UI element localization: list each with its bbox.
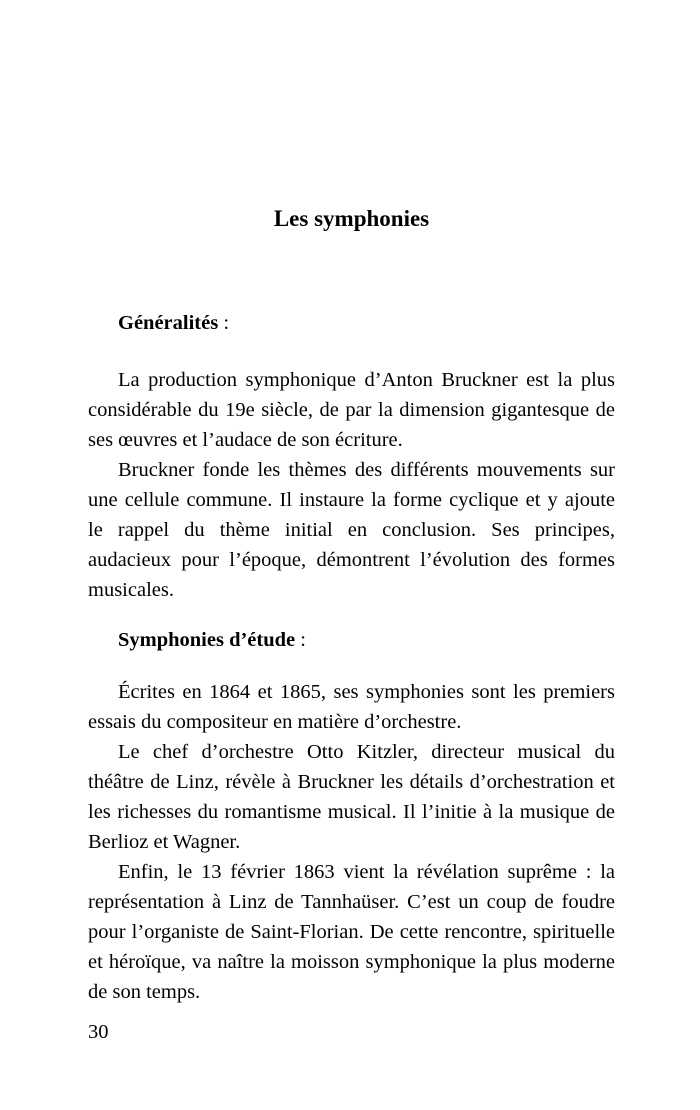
paragraph: Écrites en 1864 et 1865, ses symphonies sont les premiers essais du compositeur en matière d’orchestre.: [88, 681, 615, 733]
section-body-generalites: [88, 365, 615, 605]
paragraph: Le chef d’orchestre Otto Kitzler, directeur musical du théâtre de Linz, révèle à Bruckner les détails d’orchestration et les richesses du romantisme musical. Il l’initie à la musique de Berlioz et Wagner.: [88, 741, 615, 853]
page-number: 30: [88, 1021, 109, 1043]
section-heading-symphonies-etude: [118, 625, 306, 655]
paragraph: Enfin, le 13 février 1863 vient la révélation suprême : la représentation à Linz de Tannhaüser. C’est un coup de foudre pour l’organiste de Saint-Florian. De cette rencontre, spirituelle et héroïque, va naître la moisson symphonique la plus moderne de son temps.: [88, 861, 615, 1003]
section-heading-suffix: :: [295, 629, 306, 651]
chapter-title: Les symphonies: [273, 206, 430, 231]
paragraph: Bruckner fonde les thèmes des différents mouvements sur une cellule commune. Il instaure la forme cyclique et y ajoute le rappel du thème initial en conclusion. Ses principes, audacieux pour l’époque, démontrent l’évolution des formes musicales.: [88, 459, 615, 601]
section-heading-label: Symphonies d’étude: [118, 629, 296, 651]
section-heading-suffix: :: [218, 312, 230, 334]
section-heading-generalites: [118, 308, 229, 338]
paragraph: La production symphonique d’Anton Bruckner est la plus considérable du 19e siècle, de par la dimension gigantesque de ses œuvres et l’audace de son écriture.: [88, 369, 615, 451]
section-heading-label: Généralités: [118, 312, 219, 334]
book-page: [88, 0, 615, 1110]
section-body-symphonies-etude: [88, 677, 615, 1007]
